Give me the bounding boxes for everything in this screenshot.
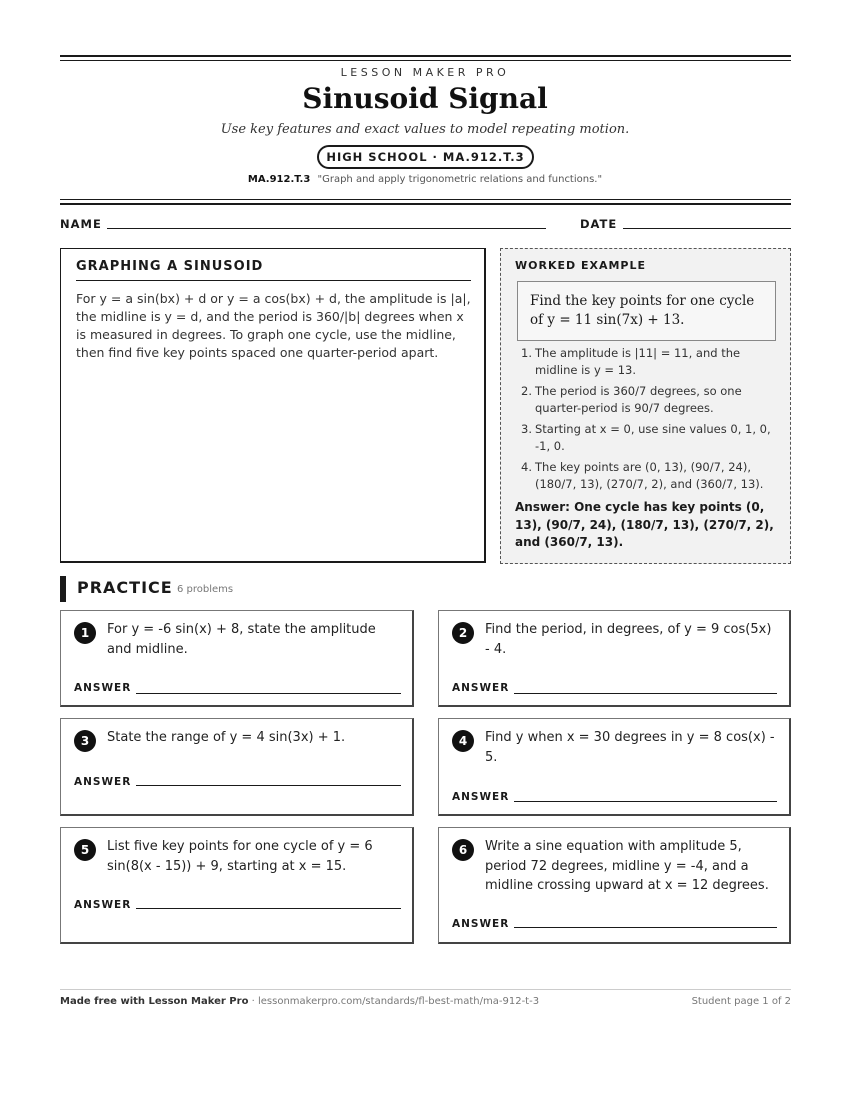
worked-step: 3. Starting at x = 0, use sine values 0, 1, 0, -1, 0.: [521, 422, 771, 453]
date-label: DATE: [580, 217, 618, 231]
standard-code: MA.912.T.3: [247, 174, 311, 185]
concept-body: For y = a sin(bx) + d or y = a cos(bx) + d, the amplitude is |a|, the midline is y = d, and the period is 360/|b| degrees when x is measured in degrees. To graph one cycle, use the midline, then find five key points spaced one quarter-period apart.: [76, 291, 471, 360]
worked-step: 1. The amplitude is |11| = 11, and the midline is y = 13.: [521, 346, 741, 377]
answer-label: ANSWER: [74, 682, 132, 694]
problem-card-6: [438, 827, 791, 944]
date-field[interactable]: [623, 228, 791, 229]
practice-accent-bar: [60, 576, 66, 602]
answer-label: ANSWER: [452, 918, 510, 930]
answer-field[interactable]: [514, 927, 777, 928]
problem-text: Find the period, in degrees, of y = 9 cos(5x) - 4.: [485, 622, 772, 657]
answer-label: ANSWER: [74, 899, 132, 911]
answer-label: ANSWER: [74, 776, 132, 788]
answer-field[interactable]: [136, 693, 401, 694]
answer-label: ANSWER: [452, 791, 510, 803]
problem-number: 2: [452, 622, 474, 644]
header-top-rule: [60, 55, 791, 61]
worked-step: 2. The period is 360/7 degrees, so one quarter-period is 90/7 degrees.: [521, 384, 742, 415]
problem-number: 3: [74, 730, 96, 752]
practice-heading: PRACTICE: [77, 578, 173, 597]
answer-field[interactable]: [514, 801, 777, 802]
name-label: NAME: [60, 217, 102, 231]
problem-card-1: [60, 610, 414, 707]
problem-number: 4: [452, 730, 474, 752]
standard-description: [0, 174, 850, 185]
worked-step: 4. The key points are (0, 13), (90/7, 24), (180/7, 13), (270/7, 2), and (360/7, 13).: [521, 460, 764, 491]
problem-text: Find y when x = 30 degrees in y = 8 cos(x) - 5.: [485, 730, 775, 765]
answer-field[interactable]: [514, 693, 777, 694]
worked-example-answer: Answer: One cycle has key points (0, 13), (90/7, 24), (180/7, 13), (270/7, 2), and (360/7, 13).: [515, 500, 774, 549]
concept-box: [60, 248, 486, 563]
footer-made-with: Made free with Lesson Maker Pro: [60, 996, 249, 1007]
practice-count: 6 problems: [177, 584, 234, 595]
brand-label: LESSON MAKER PRO: [340, 66, 510, 79]
footer-rule: [60, 989, 791, 990]
problem-number: 6: [452, 839, 474, 861]
worked-example-problem: Find the key points for one cycle of y = 11 sin(7x) + 13.: [517, 281, 776, 341]
page-subtitle: Use key features and exact values to model repeating motion.: [220, 122, 630, 137]
problem-card-5: [60, 827, 414, 944]
problem-card-4: [438, 718, 791, 816]
footer-url[interactable]: · lessonmakerpro.com/standards/fl-best-math/ma-912-t-3: [248, 996, 540, 1007]
answer-field[interactable]: [136, 785, 401, 786]
worked-example-steps: [515, 345, 777, 497]
name-field[interactable]: [107, 228, 546, 229]
answer-label: ANSWER: [452, 682, 510, 694]
problem-card-3: [60, 718, 414, 816]
header-bottom-rule: [60, 199, 791, 205]
concept-title: GRAPHING A SINUSOID: [76, 259, 471, 281]
standard-text: "Graph and apply trigonometric relations and functions.": [317, 174, 603, 185]
footer-credit: [60, 996, 539, 1007]
problem-text: For y = -6 sin(x) + 8, state the amplitude and midline.: [107, 622, 376, 657]
problem-card-2: [438, 610, 791, 707]
worked-example-heading: WORKED EXAMPLE: [515, 259, 646, 272]
footer-page-number: Student page 1 of 2: [691, 996, 791, 1007]
page-title: Sinusoid Signal: [302, 82, 548, 115]
problem-text: List five key points for one cycle of y = 6 sin(8(x - 15)) + 9, starting at x = 15.: [107, 839, 373, 874]
problem-number: 1: [74, 622, 96, 644]
answer-field[interactable]: [136, 908, 401, 909]
problem-number: 5: [74, 839, 96, 861]
problem-text: Write a sine equation with amplitude 5, period 72 degrees, midline y = -4, and a midline crossing upward at x = 12 degrees.: [485, 839, 769, 893]
grade-standard-badge: HIGH SCHOOL · MA.912.T.3: [317, 145, 534, 169]
problem-text: State the range of y = 4 sin(3x) + 1.: [107, 730, 346, 745]
worked-example-box: [500, 248, 791, 564]
